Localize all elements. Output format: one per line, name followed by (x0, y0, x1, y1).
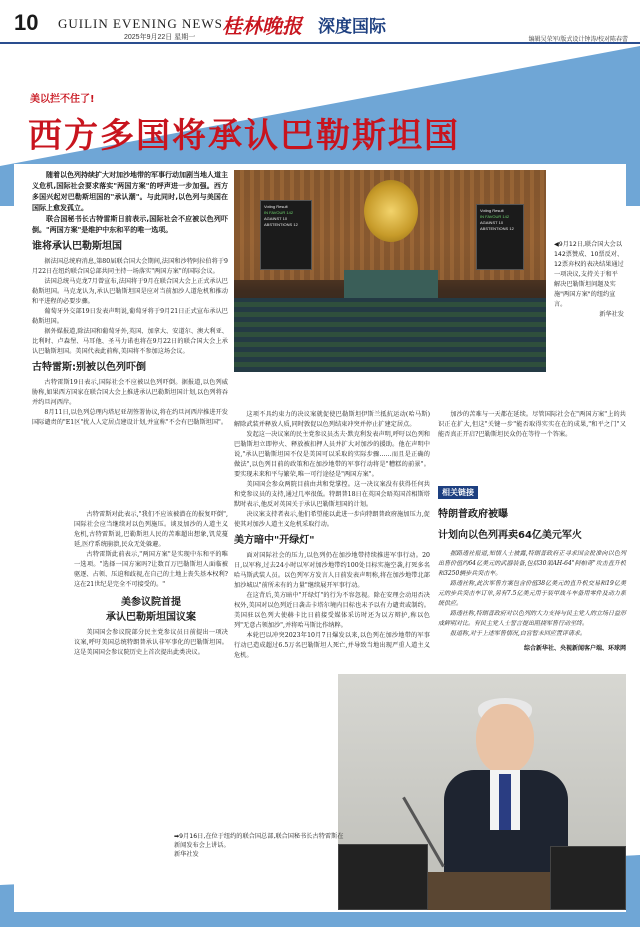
body-paragraph: 在这背后,美方暗中"开绿灯"的行为不容忽视。除在安理会动用否决权外,美国对以色列近日袭击卡塔尔境内目标也未予以有力谴责或制约。美国驻以色列大使赫卡比日前接受媒体采访时还为以方辩护,称以色列"无意占领加沙",并将哈马斯比作纳粹。 (234, 592, 430, 629)
section-title: 美方暗中"开绿灯" (234, 535, 315, 546)
section-title-line: 美参议院首提 (121, 597, 181, 608)
body-paragraph: 葡萄牙外交部19日发表声明说,葡萄牙将于9月21日正式宣布承认巴勒斯坦国。 (32, 308, 228, 325)
column-right (438, 410, 626, 440)
sidebar-paragraph: 据路透社报道,知情人士披露,特朗普政府正寻求国会批准向以色列出售价值约64亿美元的武器装备,包括30架AH-64"阿帕奇"攻击直升机和3250辆步兵突击车。 (438, 550, 626, 577)
issue-date: 2025年9月22日 星期一 (124, 34, 196, 41)
paper-name-english: GUILIN EVENING NEWS (58, 16, 223, 31)
photo-tie (499, 774, 511, 830)
sidebar-paragraph: 报道称,对于上述军售情况,白宫暂未回应置评请求。 (450, 630, 586, 637)
body-paragraph: 美国国会参众两院目前由共和党掌控。这一决议案没有获得任何共和党参议员的支持,通过几率很低。特朗普18日在英国会晤英国首相斯塔默时表示,他反对英国关于承认巴勒斯坦国的计划。 (234, 481, 430, 508)
board-row: AGAINST 10 (480, 220, 504, 225)
board-row: IN FAVOUR 142 (480, 214, 510, 219)
board-row: ABSTENTIONS 12 (264, 222, 298, 227)
photo-caption (174, 832, 344, 859)
headline-kicker: 美以拦不住了! (30, 94, 95, 105)
page-number: 10 (14, 10, 39, 35)
column-left-lower (74, 510, 228, 658)
sidebar-paragraph: 路透社称,特朗普政府对以色列的大力支持与民主党人的立场日益形成鲜明对比。有民主党人士誓言提出阻挠军售行动至终。 (438, 610, 626, 627)
board-row: AGAINST 10 (264, 216, 288, 221)
section-title-line: 承认巴勒斯坦国议案 (106, 612, 196, 623)
voting-board (476, 204, 524, 270)
body-paragraph: 古特雷斯此前表示,"两国方案"是实现中东和平的唯一选项。"选择一国方案吗?让数百万巴勒斯坦人面临被驱逐、占领、压迫和歧视,在自己的土地上丧失基本权利?这在21世纪是完全不可接受的。" (74, 551, 228, 588)
body-paragraph: 这项不具约束力的决议案就促使巴勒斯坦伊斯兰抵抗运动(哈马斯)解除武装并释放人质,同时敦促以色列结束冲突并停止扩建定居点。 (234, 411, 430, 428)
body-paragraph: 加沙的苦难与一天都在延续。尽管国际社会在"两国方案"上的共识正在扩大,但这"关键一步"能否取得实实在在的成果,"和平之门"又能否真正开启?巴勒斯坦民众仍在等待一个答案。 (438, 411, 626, 438)
sidebar-paragraph: 路透社称,此次军售方案包含价值38亿美元的直升机交易和19亿美元的步兵突击车订单,另有7.5亿美元用于装甲战斗车备用零件及动力系统供应。 (438, 580, 626, 607)
board-row: IN FAVOUR 142 (264, 210, 294, 215)
headline-area (14, 90, 626, 160)
photo-screen (550, 846, 626, 910)
photo-credit: 新华社发 (599, 311, 624, 318)
photo-guterres (338, 674, 626, 910)
voting-board (260, 200, 312, 270)
related-link-box (438, 480, 626, 652)
sidebar-title: 特朗普政府被曝 (438, 509, 508, 520)
article-body (14, 164, 626, 912)
lead-paragraph: 联合国秘书长古特雷斯日前表示,国际社会不应被以色列吓倒。"两国方案"是维护中东和平的唯一选项。 (32, 215, 228, 234)
body-paragraph: 本轮巴以冲突2023年10月7日爆发以来,以色列在加沙地带的军事行动已造成超过6.5万名巴勒斯坦人死亡,并导致当地出现严重人道主义危机。 (234, 632, 430, 659)
photo-head (476, 704, 534, 774)
sidebar-body (438, 549, 626, 639)
related-tag: 相关链接 (438, 486, 478, 499)
board-title: Voting Result (480, 208, 504, 213)
body-paragraph: 古特雷斯对此表示,"我们不应该被潜在的报复吓倒",国际社会应当继续对以色列施压。谈及加沙的人道主义危机,古特雷斯说,巴勒斯坦人民的苦难超出想象,饥荒蔓延,医疗系统崩溃,民众无处躲避。 (74, 511, 228, 548)
assembly-floor (234, 298, 546, 372)
sidebar-subtitle: 计划向以色列再卖64亿美元军火 (438, 530, 582, 541)
photo-credit: 新华社发 (174, 851, 199, 858)
section-title: 谁将承认巴勒斯坦国 (32, 241, 122, 252)
body-paragraph: 据外媒报道,除法国和葡萄牙外,英国、加拿大、安道尔、澳大利亚、比利时、卢森堡、马耳他、圣马力诺也将在9月22日的联合国大会上承认巴勒斯坦国。美国代表此前称,美国将不参加这场会议。 (32, 328, 228, 355)
section-name: 深度国际 (318, 17, 386, 37)
photo-screen (338, 844, 428, 910)
column-middle (234, 410, 430, 661)
body-paragraph: 法国总统马克龙7月曾宣布,法国将于9月在联合国大会上正式承认巴勒斯坦国。马克龙认为,承认巴勒斯坦国是应对当前加沙人道危机和推动和平进程的必要步骤。 (32, 278, 228, 305)
photo-caption (554, 240, 624, 320)
un-emblem-icon (364, 180, 418, 242)
lead-paragraph: 随着以色列持续扩大对加沙地带的军事行动加剧当地人道主义危机,国际社会要求落实"两国方案"的呼声进一步加强。西方多国兴起对巴勒斯坦国的"承认潮"。与此同时,以色列与美国在国际上愈发孤立。 (32, 171, 228, 212)
sidebar-source: 综合新华社、央视新闻客户端、环球网 (523, 645, 626, 652)
board-title: Voting Result (264, 204, 288, 209)
body-paragraph: 发起这一决议案的民主党参议员杰夫·默克利发表声明,呼吁以色列和巴勒斯坦立即停火、释放被扣押人员并扩大对加沙的援助。他在声明中说,"承认巴勒斯坦国不仅是美国可以采取的实际步骤……而且是正确的做法",以色列目前的政策和在加沙地带的军事行动将是"糟糕的前景"。要实现未来和平与繁荣,唯一可行途径是"两国方案"。 (234, 431, 430, 478)
column-left (32, 170, 228, 428)
podium (344, 270, 438, 300)
board-row: ABSTENTIONS 12 (480, 226, 514, 231)
photo-un-general-assembly (234, 170, 546, 372)
body-paragraph: 据法国总统府消息,第80届联合国大会期间,法国和沙特阿拉伯将于9月22日在纽约联合国总部共同主持一场落实"两国方案"的国际会议。 (32, 258, 228, 275)
paper-logo: 桂林晚报 (222, 14, 302, 38)
caption-text: ➡9月16日,在位于纽约的联合国总部,联合国秘书长古特雷斯在新闻发布会上讲话。 (174, 833, 344, 849)
headline-title: 西方多国将承认巴勒斯坦国 (28, 116, 460, 156)
body-paragraph: 美国国会参议院部分民主党参议员日前提出一项决议案,呼吁美国总统特朗普承认非军事化的巴勒斯坦国。这是美国国会参议院历史上首次提出此类决议。 (74, 629, 228, 656)
body-paragraph: 面对国际社会的压力,以色列仍在加沙地带持续推进军事行动。20日,以军称,过去24小时以军对加沙地带约100处目标实施空袭,打死多名哈马斯武装人员。以色列军方发言人日前发表声明称,将在加沙地带北部加沙城以"前所未有的力量"继续展开军事行动。 (234, 552, 430, 589)
body-paragraph: 决议案支持者表示,他们希望能以此进一步向特朗普政府施加压力,促使其对加沙人道主义危机采取行动。 (234, 511, 430, 528)
caption-text: ◀9月12日,联合国大会以142票赞成、10票反对、12票弃权的表决结果通过一项决议,支持关于和平解决巴勒斯坦问题及实施"两国方案"的纽约宣言。 (554, 241, 624, 308)
body-paragraph: 8月11日,以色列总理内塔尼亚胡签署协议,将在约旦河西岸推进开发国际谴责的"E1区"扰人人定居点建设计划,并宣称"不会有巴勒斯坦国"。 (32, 409, 228, 426)
section-title: 古特雷斯:别被以色列吓倒 (32, 362, 146, 373)
masthead (0, 0, 640, 44)
body-paragraph: 古特雷斯19日表示,国际社会不应被以色列吓倒。据报道,以色列威胁称,如果西方国家在联合国大会上推进承认巴勒斯坦国计划,以色列将吞并约旦河西岸。 (32, 379, 228, 406)
editor-credits: 编辑吴荣军/版式设计钟涛/校对陈春蕾 (528, 37, 628, 43)
